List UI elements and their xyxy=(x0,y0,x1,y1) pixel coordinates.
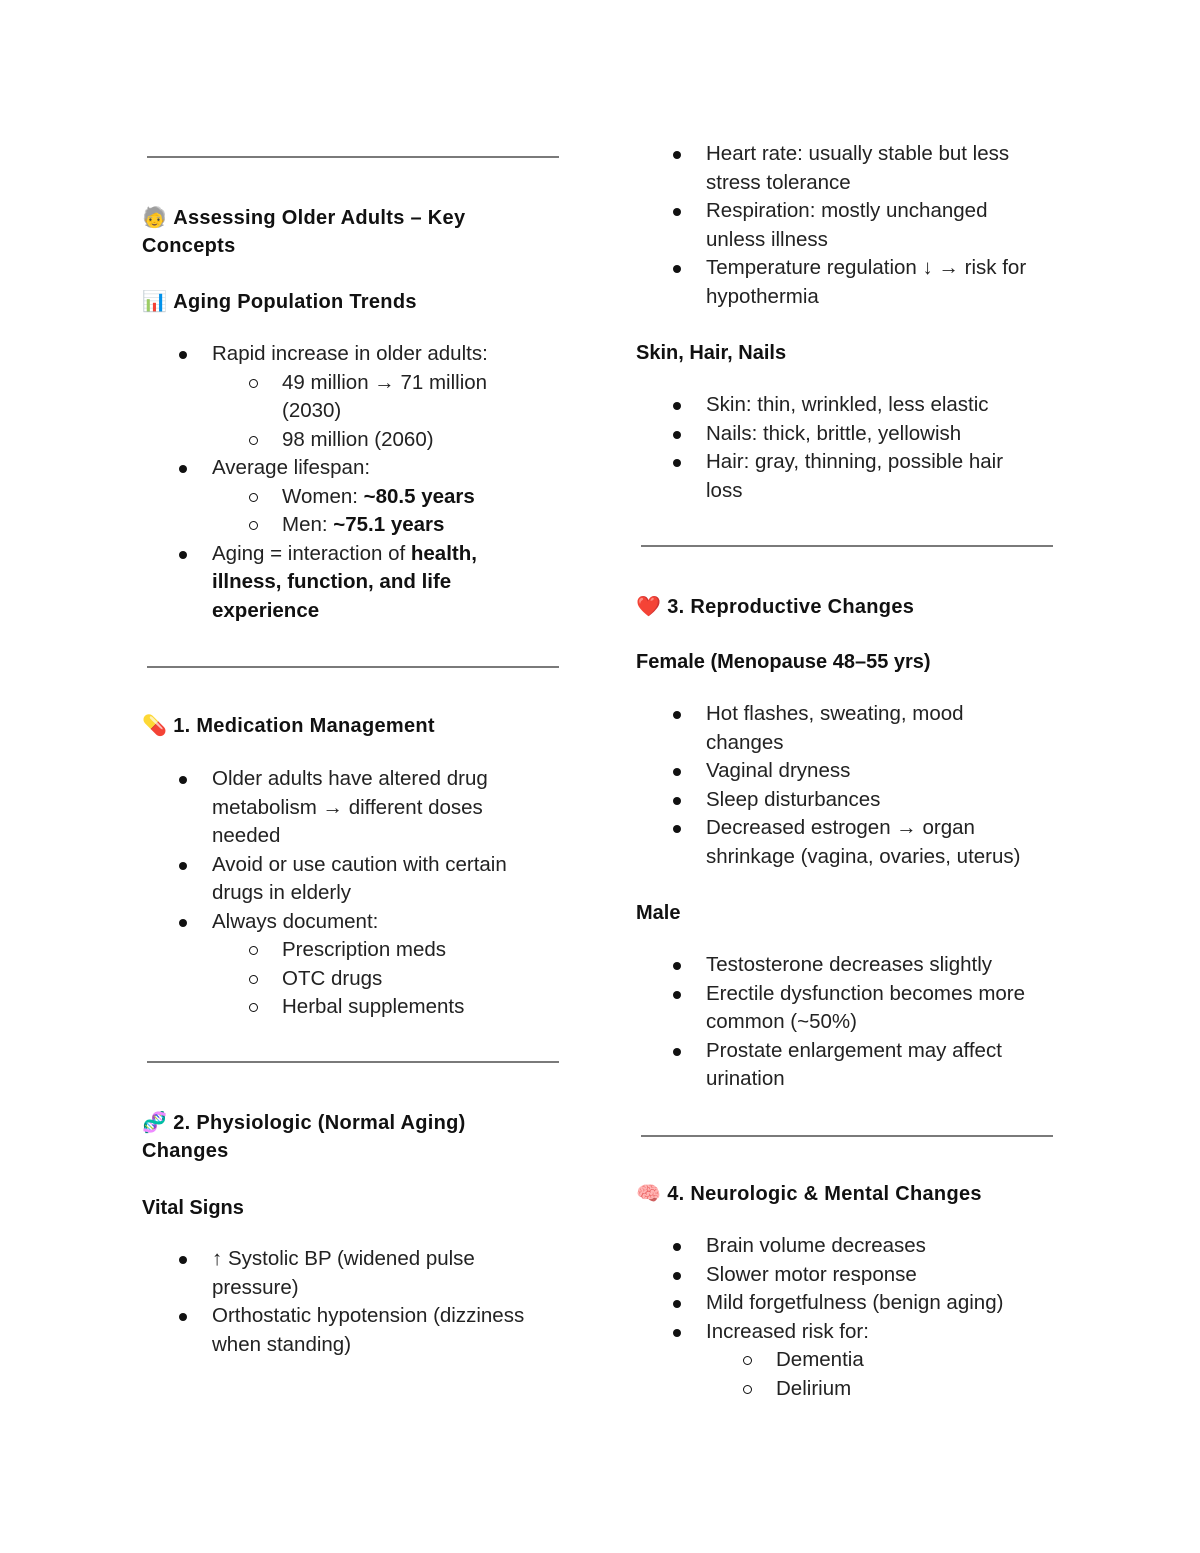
list-item: Delirium xyxy=(636,1375,1056,1404)
divider xyxy=(641,1135,1053,1137)
list-item: Dementia xyxy=(636,1346,1056,1375)
vital-signs-continued-list xyxy=(636,140,1056,311)
page-title: 🧓 Assessing Older Adults – Key Concepts xyxy=(142,204,542,260)
list-item: Slower motor response xyxy=(636,1261,1056,1290)
trends-list xyxy=(142,340,562,625)
older-person-icon: 🧓 xyxy=(142,207,168,229)
section-heading-physiologic: 🧬 2. Physiologic (Normal Aging) Changes xyxy=(142,1109,542,1165)
heart-icon: ❤️ xyxy=(636,596,662,618)
section-heading-trends: 📊 Aging Population Trends xyxy=(142,288,562,316)
list-item: 49 million → 71 million (2030) xyxy=(142,369,512,426)
list-item: Erectile dysfunction becomes more common (~50%) xyxy=(636,980,1051,1037)
list-item: ↑ Systolic BP (widened pulse pressure) xyxy=(142,1245,512,1302)
list-item: Increased risk for: xyxy=(636,1318,1056,1347)
brain-icon: 🧠 xyxy=(636,1183,662,1205)
divider xyxy=(147,1061,559,1063)
medication-list xyxy=(142,765,542,1022)
section-heading-neurologic: 🧠 4. Neurologic & Mental Changes xyxy=(636,1180,1056,1208)
list-item: Older adults have altered drug metabolism → different doses needed xyxy=(142,765,512,851)
subheading-female: Female (Menopause 48–55 yrs) xyxy=(636,651,931,673)
list-item: Prostate enlargement may affect urination xyxy=(636,1037,1036,1094)
list-item: Vaginal dryness xyxy=(636,757,1056,786)
vital-signs-list xyxy=(142,1245,562,1359)
divider xyxy=(147,666,559,668)
divider xyxy=(641,545,1053,547)
list-item: Orthostatic hypotension (dizziness when standing) xyxy=(142,1302,552,1359)
list-item: Nails: thick, brittle, yellowish xyxy=(636,420,1056,449)
list-item: 98 million (2060) xyxy=(142,426,562,455)
list-item: Prescription meds xyxy=(142,936,542,965)
subheading-male: Male xyxy=(636,902,681,924)
list-item: Sleep disturbances xyxy=(636,786,1056,815)
list-item: Herbal supplements xyxy=(142,993,542,1022)
list-item: Aging = interaction of health, illness, function, and life experience xyxy=(142,540,502,626)
subheading-vital-signs: Vital Signs xyxy=(142,1197,244,1219)
bar-chart-icon: 📊 xyxy=(142,291,168,313)
list-item: OTC drugs xyxy=(142,965,542,994)
list-item: Women: ~80.5 years xyxy=(142,483,562,512)
list-item: Average lifespan: xyxy=(142,454,562,483)
male-list xyxy=(636,951,1056,1094)
section-heading-reproductive: ❤️ 3. Reproductive Changes xyxy=(636,593,1056,621)
list-item: Skin: thin, wrinkled, less elastic xyxy=(636,391,1056,420)
list-item: Hair: gray, thinning, possible hair loss xyxy=(636,448,1036,505)
divider xyxy=(147,156,559,158)
list-item: Temperature regulation ↓ → risk for hypothermia xyxy=(636,254,1056,311)
pill-icon: 💊 xyxy=(142,715,168,737)
list-item: Always document: xyxy=(142,908,542,937)
list-item: Heart rate: usually stable but less stress tolerance xyxy=(636,140,1036,197)
list-item: Respiration: mostly unchanged unless illness xyxy=(636,197,1016,254)
subheading-skin-hair-nails: Skin, Hair, Nails xyxy=(636,342,787,364)
list-item: Men: ~75.1 years xyxy=(142,511,562,540)
skin-list xyxy=(636,391,1056,505)
list-item: Brain volume decreases xyxy=(636,1232,1056,1261)
section-heading-medication: 💊 1. Medication Management xyxy=(142,712,562,740)
dna-icon: 🧬 xyxy=(142,1112,168,1134)
list-item: Mild forgetfulness (benign aging) xyxy=(636,1289,1056,1318)
list-item: Decreased estrogen → organ shrinkage (vagina, ovaries, uterus) xyxy=(636,814,1051,871)
female-list xyxy=(636,700,1056,871)
neurologic-list xyxy=(636,1232,1056,1403)
list-item: Testosterone decreases slightly xyxy=(636,951,1056,980)
list-item: Avoid or use caution with certain drugs in elderly xyxy=(142,851,532,908)
list-item: Hot flashes, sweating, mood changes xyxy=(636,700,1006,757)
list-item: Rapid increase in older adults: xyxy=(142,340,562,369)
